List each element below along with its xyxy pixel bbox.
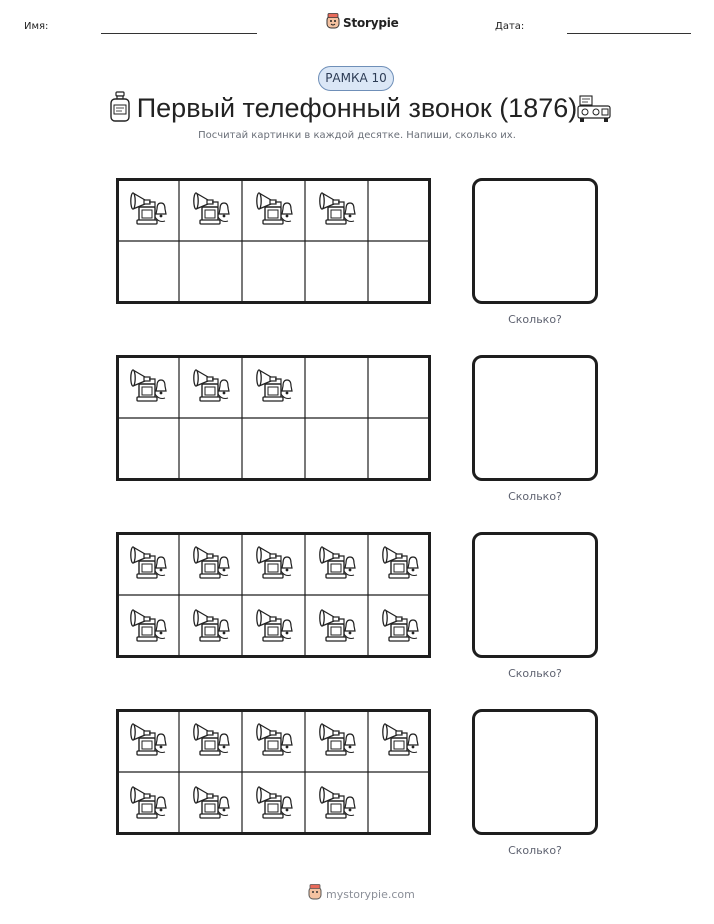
name-label: Имя: <box>24 21 49 32</box>
date-label: Дата: <box>495 21 525 32</box>
brand-name: Storypie <box>343 16 399 30</box>
antique-telephone-icon <box>190 718 232 760</box>
antique-telephone-icon <box>316 604 358 646</box>
date-line[interactable] <box>567 33 691 34</box>
antique-telephone-icon <box>316 781 358 823</box>
antique-telephone-icon <box>253 187 295 229</box>
ten-frame-3 <box>116 532 431 658</box>
ten-frame-1 <box>116 178 431 304</box>
how-many-label-4: Сколько? <box>508 844 562 857</box>
storypie-mascot-icon <box>326 13 340 33</box>
name-line[interactable] <box>101 33 257 34</box>
how-many-label-1: Сколько? <box>508 313 562 326</box>
antique-telephone-icon <box>127 718 169 760</box>
antique-telephone-icon <box>253 604 295 646</box>
antique-telephone-icon <box>190 364 232 406</box>
footer <box>308 884 415 904</box>
antique-telephone-icon <box>127 187 169 229</box>
instructions: Посчитай картинки в каждой десятке. Напиши, сколько их. <box>198 130 516 141</box>
antique-telephone-icon <box>190 541 232 583</box>
antique-telephone-icon <box>316 541 358 583</box>
antique-telephone-icon <box>253 541 295 583</box>
antique-telephone-icon <box>127 364 169 406</box>
antique-telephone-icon <box>253 364 295 406</box>
antique-telephone-icon <box>316 718 358 760</box>
antique-telephone-icon <box>379 604 421 646</box>
answer-box-3[interactable] <box>472 532 598 658</box>
telegraph-machine-icon <box>576 94 612 128</box>
answer-box-1[interactable] <box>472 178 598 304</box>
antique-telephone-icon <box>127 781 169 823</box>
footer-url: mystorypie.com <box>326 887 415 901</box>
antique-telephone-icon <box>190 781 232 823</box>
how-many-label-2: Сколько? <box>508 490 562 503</box>
answer-box-2[interactable] <box>472 355 598 481</box>
ten-frame-2 <box>116 355 431 481</box>
antique-telephone-icon <box>127 604 169 646</box>
how-many-label-3: Сколько? <box>508 667 562 680</box>
antique-telephone-icon <box>379 718 421 760</box>
storypie-mascot-icon <box>308 884 322 904</box>
antique-telephone-icon <box>253 718 295 760</box>
antique-telephone-icon <box>253 781 295 823</box>
ten-frame-badge: РАМКА 10 <box>318 66 394 91</box>
storypie-logo <box>326 13 399 33</box>
antique-telephone-icon <box>316 187 358 229</box>
antique-telephone-icon <box>190 187 232 229</box>
page-title: Первый телефонный звонок (1876) <box>136 93 578 123</box>
antique-telephone-icon <box>127 541 169 583</box>
ten-frame-4 <box>116 709 431 835</box>
antique-telephone-icon <box>379 541 421 583</box>
antique-telephone-icon <box>190 604 232 646</box>
answer-box-4[interactable] <box>472 709 598 835</box>
